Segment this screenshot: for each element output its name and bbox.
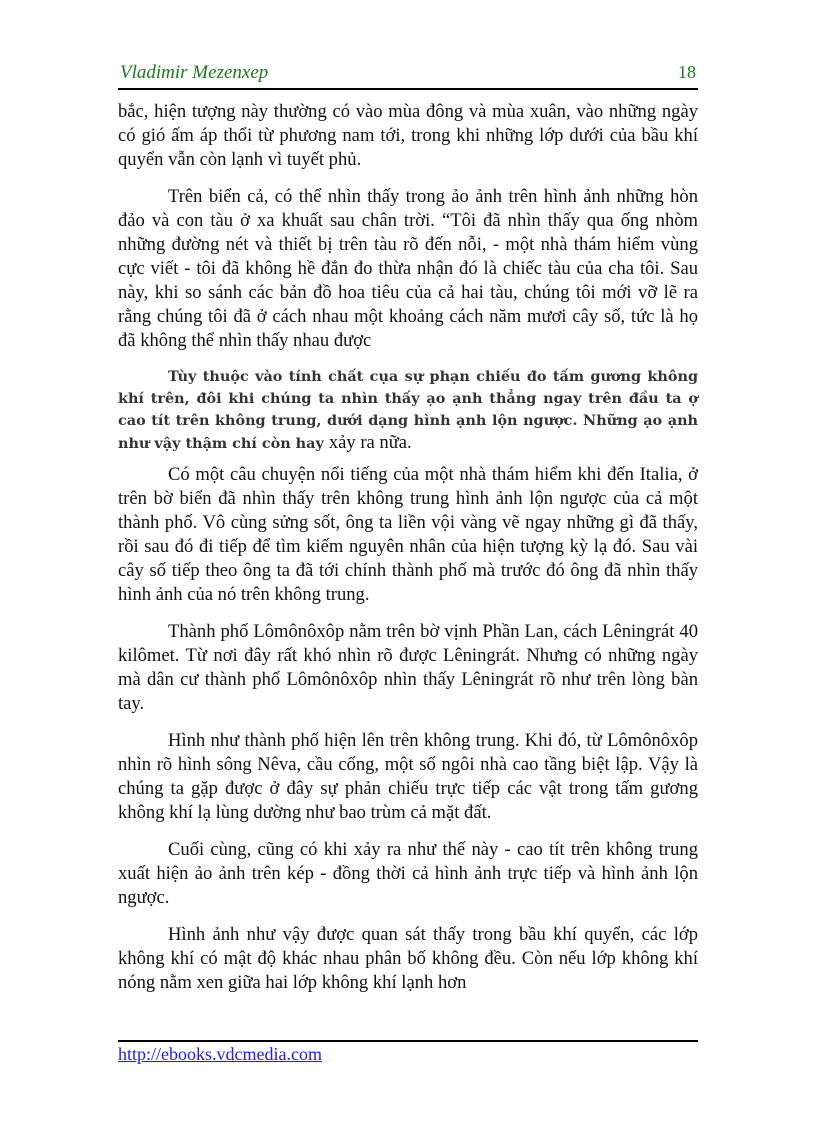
- bold-paragraph: [118, 366, 698, 455]
- paragraph: Thành phố Lômônôxôp nằm trên bờ vịnh Phần Lan, cách Lêningrát 40 kilômet. Từ nơi đây rất khó nhìn rõ được Lêningrát. Nhưng có những ngày mà dân cư thành phố Lômônôxôp nhìn thấy Lêningrát rõ như trên lòng bàn tay.: [118, 621, 698, 714]
- author-name: Vladimir Mezenxep: [120, 62, 269, 83]
- footer-divider: [118, 1040, 698, 1042]
- page-number: 18: [678, 62, 696, 82]
- bold-text: Tùy thuộc vào tính chất cụa sự phạn chiếu đo tấm gương không khí trên, đôi khi chúng ta nhìn thấy ạo ạnh thẳng ngay trên đầu ta ợ cao tít trên không trung, dưới dạng hình ạnh lộn ngược. Những ạo ạnh như vậy thậm chí còn hay: [118, 368, 698, 452]
- paragraph: Có một câu chuyện nổi tiếng của một nhà thám hiểm khi đến Italia, ở trên bờ biển đã nhìn thấy trên không trung hình ảnh lộn ngược của cả một thành phố. Vô cùng sửng sốt, ông ta liền vội vàng vẽ ngay những gì đã thấy, rồi sau đó đi tiếp để tìm kiếm nguyên nhân của hiện tượng kỳ lạ đó. Sau vài cây số tiếp theo ông ta đã tới chính thành phố mà trước đó ông đã nhìn thấy hình ảnh của nó trên không trung.: [118, 464, 698, 605]
- paragraph: Hình ảnh như vậy được quan sát thấy trong bầu khí quyển, các lớp không khí có mật độ khác nhau phân bố không đều. Còn nếu lớp không khí nóng nằm xen giữa hai lớp không khí lạnh hơn: [118, 924, 698, 993]
- paragraph: Cuối cùng, cũng có khi xảy ra như thế này - cao tít trên không trung xuất hiện ảo ảnh trên kép - đồng thời cả hình ảnh trực tiếp và hình ảnh lộn ngược.: [118, 839, 698, 908]
- footer-link[interactable]: http://ebooks.vdcmedia.com: [118, 1044, 322, 1064]
- page-header: [118, 60, 698, 90]
- paragraph: Hình như thành phố hiện lên trên không trung. Khi đó, từ Lômônôxôp nhìn rõ hình sông Nêva, cầu cống, một số ngôi nhà cao tầng biệt lập. Vậy là chúng ta gặp được ở đây sự phản chiếu trực tiếp các vật trong tấm gương không khí lạ lùng dường như bao trùm cả mặt đất.: [118, 730, 698, 823]
- page-body: [118, 100, 698, 1008]
- paragraph-tail: xảy ra nữa.: [328, 432, 412, 453]
- paragraph: Trên biển cả, có thể nhìn thấy trong ảo ảnh trên hình ảnh những hòn đảo và con tàu ở xa khuất sau chân trời. “Tôi đã nhìn thấy qua ống nhòm những đường nét và thiết bị trên tàu rõ đến nỗi, - một nhà thám hiểm vùng cực viết - tôi đã không hề đắn đo thừa nhận đó là chiếc tàu của cha tôi. Sau này, khi so sánh các bản đồ hoa tiêu của cả hai tàu, chúng tôi mới vỡ lẽ ra rằng chúng tôi đã ở cách nhau một khoảng cách năm mươi cây số, tức là họ đã không thể nhìn thấy nhau được: [118, 186, 698, 351]
- paragraph: bắc, hiện tượng này thường có vào mùa đông và mùa xuân, vào những ngày có gió ấm áp thổi từ phương nam tới, trong khi những lớp dưới của bầu khí quyển vẫn còn lạnh vì tuyết phủ.: [118, 101, 698, 170]
